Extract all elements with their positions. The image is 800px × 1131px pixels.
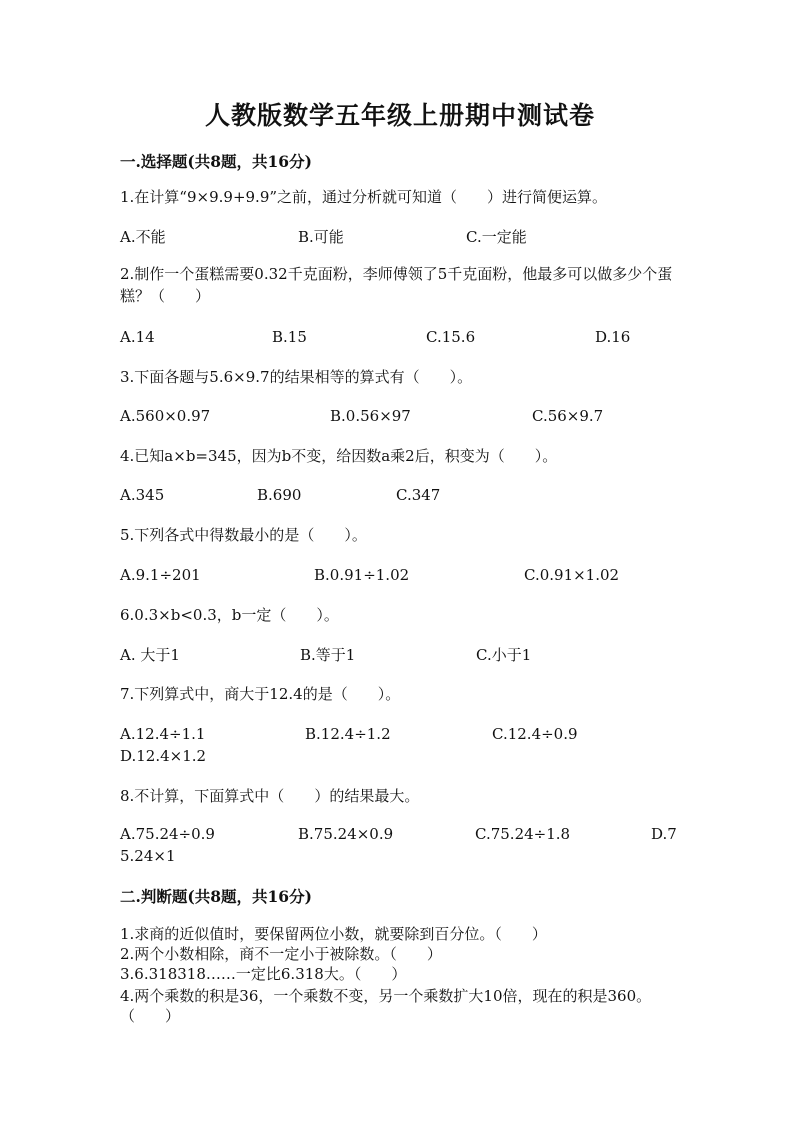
option-d: D.7 <box>651 825 677 843</box>
option-c: C.12.4÷0.9 <box>492 725 578 743</box>
option-b: B.690 <box>257 486 302 504</box>
option-b: B.可能 <box>298 228 344 246</box>
option-a: A. 大于1 <box>120 646 180 664</box>
options-2 <box>120 326 680 348</box>
options-4 <box>120 484 680 506</box>
options-8 <box>120 823 680 865</box>
question-3: 3.下面各题与5.6×9.7的结果相等的算式有（ ）。 <box>120 368 473 386</box>
question-2: 2.制作一个蛋糕需要0.32千克面粉，李师傅领了5千克面粉，他最多可以做多少个蛋糕？（ ） <box>120 265 673 305</box>
option-c: C.347 <box>396 486 441 504</box>
option-a: A.9.1÷201 <box>120 566 201 584</box>
option-a: A.345 <box>120 486 165 504</box>
option-b: B.0.91÷1.02 <box>314 566 410 584</box>
section-heading-choice: 一.选择题(共8题，共16分) <box>120 152 312 171</box>
judgement-item-2: 2.两个小数相除，商不一定小于被除数。（ ） <box>120 945 442 963</box>
judgement-item-4: 4.两个乘数的积是36，一个乘数不变，另一个乘数扩大10倍，现在的积是360。（ ） <box>120 987 652 1025</box>
option-c: C.56×9.7 <box>532 407 604 425</box>
option-a: A.12.4÷1.1 <box>120 725 206 743</box>
option-b: B.15 <box>272 328 307 346</box>
option-a: A.不能 <box>120 228 166 246</box>
option-b: B.0.56×97 <box>330 407 411 425</box>
options-5 <box>120 564 680 586</box>
question-1: 1.在计算“9×9.9+9.9”之前，通过分析就可知道（ ）进行简便运算。 <box>120 188 608 206</box>
option-a: A.75.24÷0.9 <box>120 825 215 843</box>
question-4: 4.已知a×b=345，因为b不变，给因数a乘2后，积变为（ ）。 <box>120 447 558 465</box>
option-d-continued: 5.24×1 <box>120 847 176 865</box>
options-7 <box>120 723 680 765</box>
question-7: 7.下列算式中，商大于12.4的是（ ）。 <box>120 685 401 703</box>
options-1 <box>120 226 680 248</box>
option-c: C.小于1 <box>476 646 532 664</box>
option-c: C.15.6 <box>426 328 476 346</box>
option-d: D.16 <box>595 328 631 346</box>
option-c: C.0.91×1.02 <box>524 566 620 584</box>
option-b: B.75.24×0.9 <box>298 825 394 843</box>
option-d: D.12.4×1.2 <box>120 747 207 765</box>
judgement-item-1: 1.求商的近似值时，要保留两位小数，就要除到百分位。（ ） <box>120 925 547 943</box>
option-a: A.560×0.97 <box>120 407 211 425</box>
options-6 <box>120 644 680 666</box>
question-8: 8.不计算，下面算式中（ ）的结果最大。 <box>120 787 420 805</box>
question-6: 6.0.3×b<0.3，b一定（ ）。 <box>120 606 339 624</box>
judgement-item-3: 3.6.318318……一定比6.318大。（ ） <box>120 965 407 983</box>
page-title: 人教版数学五年级上册期中测试卷 <box>204 101 595 130</box>
section-heading-judgement: 二.判断题(共8题，共16分) <box>120 887 312 906</box>
question-5: 5.下列各式中得数最小的是（ ）。 <box>120 526 367 544</box>
options-3 <box>120 405 680 427</box>
option-b: B.等于1 <box>300 646 356 664</box>
option-c: C.75.24÷1.8 <box>475 825 571 843</box>
option-c: C.一定能 <box>466 228 527 246</box>
option-b: B.12.4÷1.2 <box>305 725 391 743</box>
option-a: A.14 <box>120 328 155 346</box>
